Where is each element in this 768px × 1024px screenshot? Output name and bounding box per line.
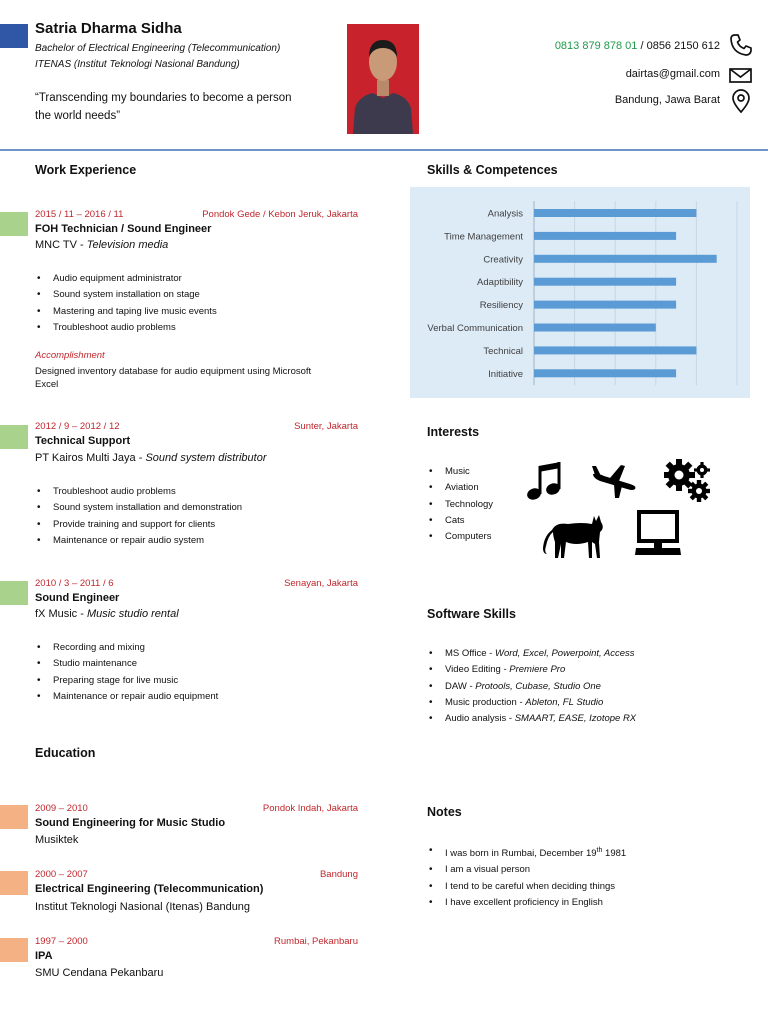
education-program: Electrical Engineering (Telecommunication)	[35, 883, 264, 895]
education-program: IPA	[35, 950, 53, 962]
accomplishment-line-2: Excel	[35, 379, 59, 390]
job-role: FOH Technician / Sound Engineer	[35, 223, 212, 235]
software-skills-heading: Software Skills	[427, 607, 516, 621]
list-item: • Sound system installation on stage	[36, 287, 217, 303]
education-marker	[0, 805, 28, 829]
header-divider	[0, 149, 768, 151]
job-duties	[36, 640, 218, 705]
job-duties	[36, 484, 242, 549]
list-item: • Troubleshoot audio problems	[36, 320, 217, 336]
education-location: Pondok Indah, Jakarta	[262, 803, 358, 814]
chart-bar	[534, 232, 676, 240]
accomplishment-text	[35, 365, 355, 391]
chart-bar	[534, 209, 696, 217]
list-item	[428, 695, 636, 711]
software-label: Music production -	[445, 696, 526, 708]
chart-bar	[534, 278, 676, 286]
software-label: Audio analysis -	[445, 713, 515, 725]
envelope-icon	[728, 63, 754, 89]
location: Bandung, Jawa Barat	[614, 94, 720, 106]
work-experience-heading: Work Experience	[35, 163, 137, 177]
job-company	[35, 239, 168, 251]
job-marker	[0, 581, 28, 605]
map-pin-icon	[728, 88, 754, 114]
list-item: • Maintenance or repair audio system	[36, 533, 242, 549]
list-item: • Recording and mixing	[36, 640, 218, 656]
education-heading: Education	[35, 746, 96, 760]
phone-separator: /	[637, 40, 647, 52]
list-item	[428, 646, 636, 662]
education-date: 2009 – 2010	[35, 803, 88, 814]
software-label: DAW -	[445, 680, 476, 692]
phone-icon	[728, 32, 754, 58]
software-label: Video Editing -	[445, 664, 510, 676]
skills-heading: Skills & Competences	[427, 163, 558, 177]
chart-category-label: Time Management	[444, 231, 523, 243]
birth-year: 1981	[602, 848, 627, 860]
computer-icon	[634, 508, 682, 558]
education-location: Bandung	[319, 869, 358, 880]
birth-note-suffix: th	[596, 847, 603, 854]
job-marker	[0, 212, 28, 236]
interests-list	[428, 464, 493, 545]
phone-secondary[interactable]: 0856 2150 612	[646, 40, 720, 52]
list-item: • Audio equipment administrator	[36, 271, 217, 287]
job-company	[35, 452, 267, 464]
company-description: Television media	[86, 239, 169, 251]
job-date: 2015 / 11 – 2016 / 11	[35, 209, 124, 220]
list-item: • Computers	[428, 529, 493, 545]
list-item: • Preparing stage for live music	[36, 673, 218, 689]
birth-note: I was born in Rumbai, December 19	[445, 848, 597, 860]
phone-primary[interactable]: 0813 879 878 01	[554, 40, 638, 52]
list-item	[428, 679, 636, 695]
notes-list	[428, 843, 626, 911]
list-item	[428, 843, 626, 862]
education-date: 1997 – 2000	[35, 936, 88, 947]
job-date: 2012 / 9 – 2012 / 12	[35, 421, 120, 432]
company-name: fX Music -	[35, 608, 87, 620]
quote-line-1: “Transcending my boundaries to become a person	[35, 92, 292, 104]
chart-category-label: Verbal Communication	[427, 323, 523, 334]
job-marker	[0, 425, 28, 449]
company-description: Sound system distributor	[145, 452, 267, 464]
education-marker	[0, 938, 28, 962]
chart-bar	[534, 301, 676, 309]
list-item: • Mastering and taping live music events	[36, 304, 217, 320]
chart-category-label: Technical	[483, 345, 523, 357]
list-item: • Cats	[428, 513, 493, 529]
chart-bar	[534, 324, 656, 332]
notes-heading: Notes	[427, 805, 462, 819]
job-location: Senayan, Jakarta	[284, 578, 358, 589]
accomplishment-line-1: Designed inventory database for audio equipment using Microsoft	[35, 366, 312, 377]
resume-name: Satria Dharma Sidha	[35, 20, 182, 37]
education-location: Rumbai, Pekanbaru	[274, 936, 358, 947]
list-item: • I am a visual person	[428, 862, 626, 878]
chart-category-label: Initiative	[488, 368, 523, 380]
education-school: SMU Cendana Pekanbaru	[35, 967, 164, 979]
company-name: MNC TV -	[35, 239, 87, 251]
software-detail: Premiere Pro	[509, 664, 566, 676]
software-detail: SMAART, EASE, Izotope RX	[514, 713, 637, 725]
job-location: Sunter, Jakarta	[294, 421, 358, 432]
list-item	[428, 662, 636, 678]
education-marker	[0, 871, 28, 895]
list-item: • Music	[428, 464, 493, 480]
chart-bar	[534, 346, 696, 354]
list-item: • I tend to be careful when deciding things	[428, 879, 626, 895]
skills-bar-chart	[410, 187, 750, 398]
phone-numbers	[555, 40, 720, 52]
software-label: MS Office -	[445, 648, 495, 659]
job-role: Technical Support	[35, 435, 131, 447]
list-item: • Troubleshoot audio problems	[36, 484, 242, 500]
job-duties	[36, 271, 217, 336]
education-program: Sound Engineering for Music Studio	[35, 817, 226, 829]
skills-chart-panel	[410, 187, 750, 398]
quote-line-2: the world needs”	[35, 110, 121, 122]
education-school: Musiktek	[35, 834, 79, 846]
chart-category-label: Analysis	[487, 208, 523, 220]
chart-category-label: Creativity	[483, 254, 523, 266]
personal-quote	[35, 89, 305, 125]
accomplishment-label: Accomplishment	[35, 350, 105, 361]
job-location: Pondok Gede / Kebon Jeruk, Jakarta	[202, 209, 358, 220]
job-company	[35, 608, 179, 620]
music-note-icon	[524, 461, 562, 503]
header-accent-bar	[0, 24, 28, 48]
company-description: Music studio rental	[86, 608, 179, 620]
software-skills-list	[428, 646, 636, 727]
job-role: Sound Engineer	[35, 592, 120, 604]
software-detail: Ableton, FL Studio	[525, 696, 604, 708]
list-item: • Studio maintenance	[36, 656, 218, 672]
list-item: • I have excellent proficiency in English	[428, 895, 626, 911]
software-detail: Word, Excel, Powerpoint, Access	[494, 648, 635, 659]
company-name: PT Kairos Multi Jaya -	[35, 452, 146, 464]
email[interactable]: dairtas@gmail.com	[625, 68, 720, 80]
list-item: • Aviation	[428, 480, 493, 496]
chart-bar	[534, 255, 717, 263]
list-item: • Provide training and support for clients	[36, 517, 242, 533]
cat-icon	[542, 508, 608, 560]
chart-category-label: Resiliency	[479, 300, 523, 312]
chart-category-label: Adaptibility	[477, 277, 523, 289]
interests-heading: Interests	[427, 425, 480, 439]
education-date: 2000 – 2007	[35, 869, 88, 880]
list-item: • Sound system installation and demonstration	[36, 500, 242, 516]
chart-bar	[534, 369, 676, 377]
airplane-icon	[590, 464, 638, 500]
list-item: • Maintenance or repair audio equipment	[36, 689, 218, 705]
list-item	[428, 711, 636, 727]
profile-photo	[347, 24, 419, 134]
degree: Bachelor of Electrical Engineering (Telecommunication)	[35, 43, 281, 54]
institution: ITENAS (Institut Teknologi Nasional Bandung)	[35, 59, 240, 70]
list-item: • Technology	[428, 497, 493, 513]
job-date: 2010 / 3 – 2011 / 6	[35, 578, 114, 589]
gears-icon	[664, 458, 712, 504]
education-school: Institut Teknologi Nasional (Itenas) Bandung	[35, 901, 251, 913]
software-detail: Protools, Cubase, Studio One	[475, 680, 601, 692]
